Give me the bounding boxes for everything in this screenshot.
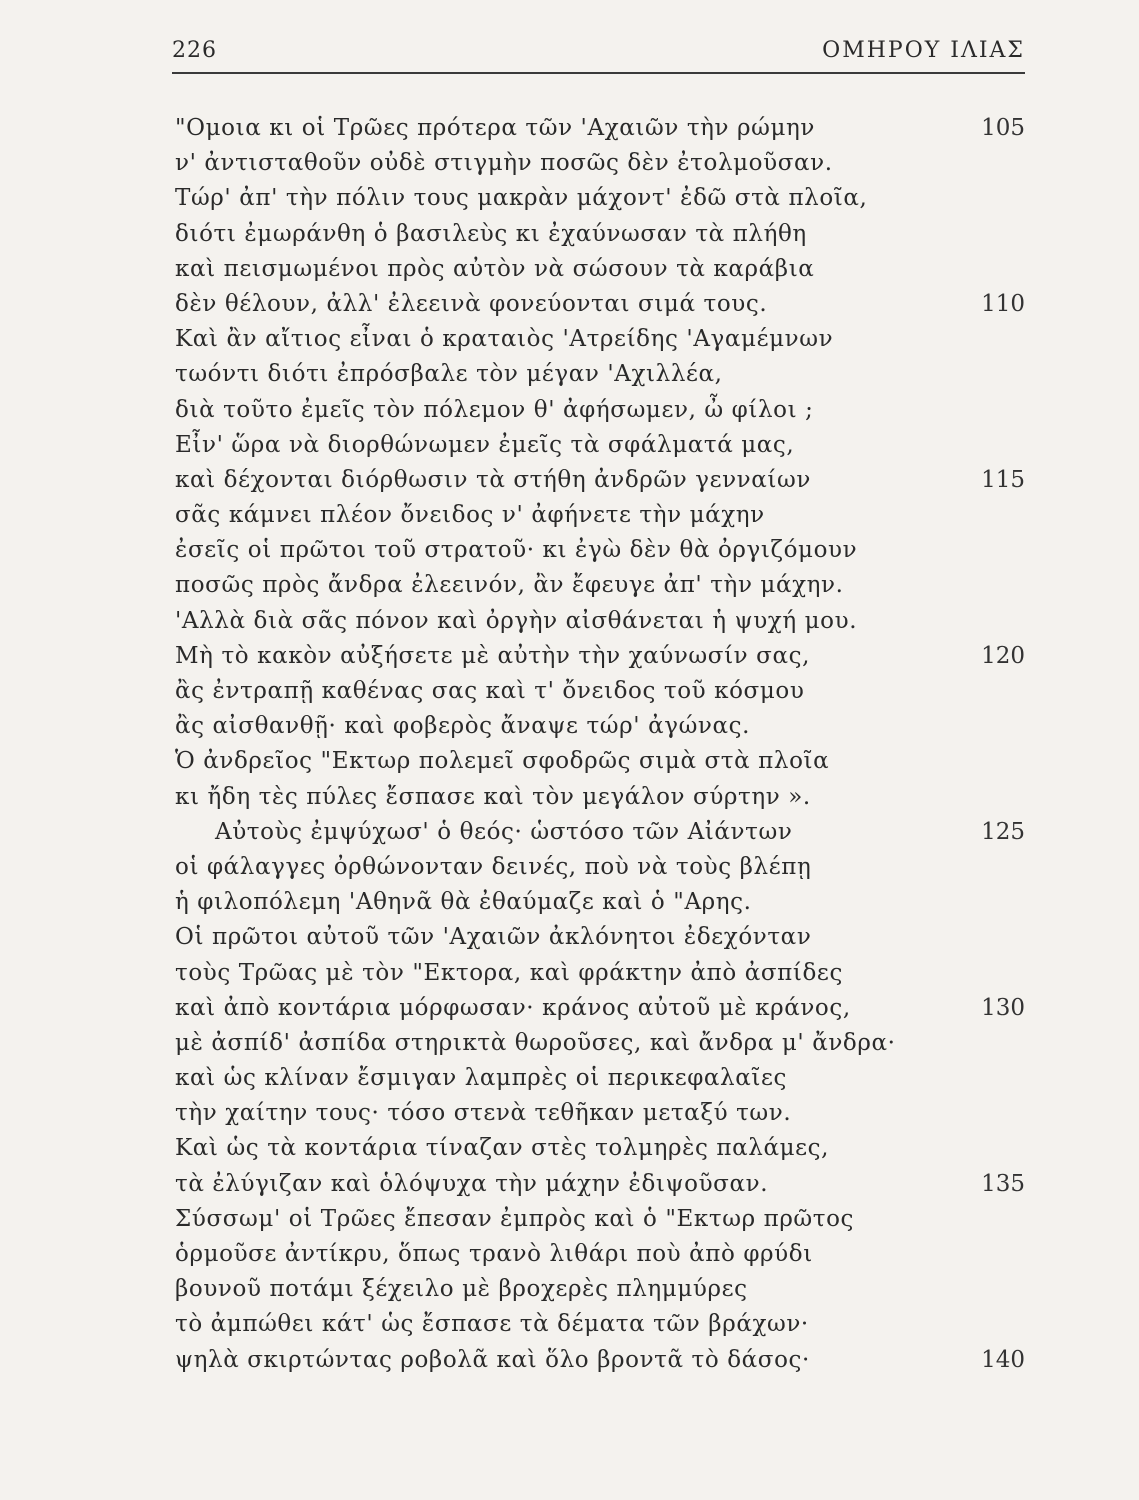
page-header [172,38,1025,74]
verse-text: καὶ ἀπὸ κοντάρια μόρφωσαν· κράνος αὐτοῦ μὲ κράνος, [175,994,851,1021]
verse-text: μὲ ἀσπίδ' ἀσπίδα στηρικτὰ θωροῦσες, καὶ ἄνδρα μ' ἄνδρα· [175,1029,896,1056]
verse-line [0,498,1139,533]
verse-line [0,1131,1139,1166]
verse-line [0,991,1139,1026]
verse-line [0,709,1139,744]
verse-text: ἂς ἐντραπῇ καθένας σας καὶ τ' ὄνειδος τοῦ κόσμου [175,678,805,704]
verse-line [0,780,1139,815]
verse-line [0,287,1139,322]
verse-line [0,1167,1139,1202]
verse-line [0,920,1139,955]
verse-line [0,604,1139,639]
verse-text: ἐσεῖς οἱ πρῶτοι τοῦ στρατοῦ· κι ἐγὼ δὲν θὰ ὀργιζόμουν [175,537,858,564]
verse-text: Καὶ ὡς τὰ κοντάρια τίναζαν στὲς τολμηρὲς παλάμες, [175,1135,830,1162]
verse-text: διότι ἐμωράνθη ὁ βασιλεὺς κι ἐχαύνωσαν τὰ πλήθη [175,220,807,247]
verse-line [0,111,1139,146]
verse-block [0,111,1139,1378]
verse-number: 105 [981,115,1025,141]
verse-text: σᾶς κάμνει πλέον ὄνειδος ν' ἀφήνετε τὴν μάχην [175,502,765,529]
verse-text: καὶ ὡς κλίναν ἔσμιγαν λαμπρὲς οἱ περικεφαλαῖες [175,1065,787,1092]
verse-line [0,533,1139,568]
verse-line [0,252,1139,287]
verse-text: ὁρμοῦσε ἀντίκρυ, ὅπως τρανὸ λιθάρι ποὺ ἀπὸ φρύδι [175,1241,813,1267]
verse-text: 'Αλλὰ διὰ σᾶς πόνον καὶ ὀργὴν αἰσθάνεται ἡ ψυχή μου. [175,607,858,634]
verse-line [0,322,1139,357]
verse-text: Αὐτοὺς ἐμψύχωσ' ὁ θεός· ὡστόσο τῶν Αἰάντων [215,818,793,845]
verse-number: 110 [981,290,1025,317]
verse-line [0,428,1139,463]
verse-text: "Ομοια κι οἱ Τρῶες πρότερα τῶν 'Αχαιῶν τὴν ρώμην [175,115,816,141]
verse-text: Εἶν' ὥρα νὰ διορθώνωμεν ἐμεῖς τὰ σφάλματά μας, [175,431,795,458]
verse-number: 140 [981,1346,1025,1373]
verse-line [0,1237,1139,1272]
verse-line [0,217,1139,252]
verse-text: Ὁ ἀνδρεῖος "Εκτωρ πολεμεῖ σφοδρῶς σιμὰ στὰ πλοῖα [175,748,830,775]
verse-line [0,850,1139,885]
verse-line [0,146,1139,181]
verse-line [0,1307,1139,1342]
verse-number: 120 [981,642,1025,669]
verse-text: Σύσσωμ' οἱ Τρῶες ἔπεσαν ἐμπρὸς καὶ ὁ "Εκτωρ πρῶτος [175,1205,855,1232]
verse-text: βουνοῦ ποτάμι ξέχειλο μὲ βροχερὲς πλημμύρες [175,1276,748,1303]
verse-text: τὸ ἀμπώθει κάτ' ὡς ἔσπασε τὰ δέματα τῶν βράχων· [175,1311,809,1338]
verse-line [0,744,1139,779]
verse-line [0,1202,1139,1237]
verse-line [0,1096,1139,1131]
verse-line [0,393,1139,428]
verse-text: κι ἤδη τὲς πύλες ἔσπασε καὶ τὸν μεγάλον σύρτην ». [175,783,811,810]
verse-text: δὲν θέλουν, ἀλλ' ἐλεεινὰ φονεύονται σιμά τους. [175,290,768,317]
verse-line [0,1272,1139,1307]
verse-line [0,674,1139,709]
verse-line [0,357,1139,392]
running-title: ΟΜΗΡΟΥ ΙΛΙΑΣ [822,38,1025,63]
verse-text: ποσῶς πρὸς ἄνδρα ἐλεεινόν, ἂν ἔφευγε ἀπ' τὴν μάχην. [175,572,844,599]
header-rule [172,72,1025,74]
verse-number: 130 [981,994,1025,1021]
verse-text: καὶ πεισμωμένοι πρὸς αὐτὸν νὰ σώσουν τὰ καράβια [175,255,815,282]
verse-text: τοὺς Τρῶας μὲ τὸν "Εκτορα, καὶ φράκτην ἀπὸ ἀσπίδες [175,959,843,986]
verse-text: οἱ φάλαγγες ὀρθώνονταν δεινές, ποὺ νὰ τοὺς βλέπῃ [175,853,812,880]
verse-line [0,956,1139,991]
page-number: 226 [172,38,217,63]
verse-line [0,181,1139,216]
verse-text: ν' ἀντισταθοῦν οὐδὲ στιγμὴν ποσῶς δὲν ἐτολμοῦσαν. [175,150,833,177]
verse-text: ψηλὰ σκιρτώντας ροβολᾶ καὶ ὅλο βροντᾶ τὸ δάσος· [175,1346,810,1373]
verse-line [0,1061,1139,1096]
verse-text: ἂς αἰσθανθῇ· καὶ φοβερὸς ἄναψε τώρ' ἀγώνας. [175,713,751,740]
verse-line [0,1343,1139,1378]
verse-text: τὴν χαίτην τους· τόσο στενὰ τεθῆκαν μεταξύ των. [175,1100,792,1127]
verse-text: Τώρ' ἀπ' τὴν πόλιν τους μακρὰν μάχοντ' ἐδῶ στὰ πλοῖα, [175,185,868,212]
verse-line [0,639,1139,674]
verse-text: καὶ δέχονται διόρθωσιν τὰ στήθη ἀνδρῶν γενναίων [175,466,811,493]
verse-line [0,463,1139,498]
verse-line [0,568,1139,603]
verse-text: Μὴ τὸ κακὸν αὐξήσετε μὲ αὐτὴν τὴν χαύνωσίν σας, [175,642,811,669]
verse-text: Οἱ πρῶτοι αὐτοῦ τῶν 'Αχαιῶν ἀκλόνητοι ἐδεχόνταν [175,924,812,951]
verse-line [0,815,1139,850]
verse-text: διὰ τοῦτο ἐμεῖς τὸν πόλεμον θ' ἀφήσωμεν, ὦ φίλοι ; [175,396,814,423]
verse-line [0,1026,1139,1061]
verse-text: τὰ ἐλύγιζαν καὶ ὁλόψυχα τὴν μάχην ἐδιψοῦσαν. [175,1170,769,1197]
verse-line [0,885,1139,920]
verse-text: Καὶ ἂν αἴτιος εἶναι ὁ κραταιὸς 'Ατρείδης 'Αγαμέμνων [175,326,834,353]
verse-number: 125 [981,818,1025,845]
verse-number: 135 [981,1170,1025,1197]
verse-text: ἡ φιλοπόλεμη 'Αθηνᾶ θὰ ἐθαύμαζε καὶ ὁ "Αρης. [175,889,752,916]
verse-number: 115 [981,466,1025,493]
verse-text: τωόντι διότι ἐπρόσβαλε τὸν μέγαν 'Αχιλλέα, [175,361,723,388]
